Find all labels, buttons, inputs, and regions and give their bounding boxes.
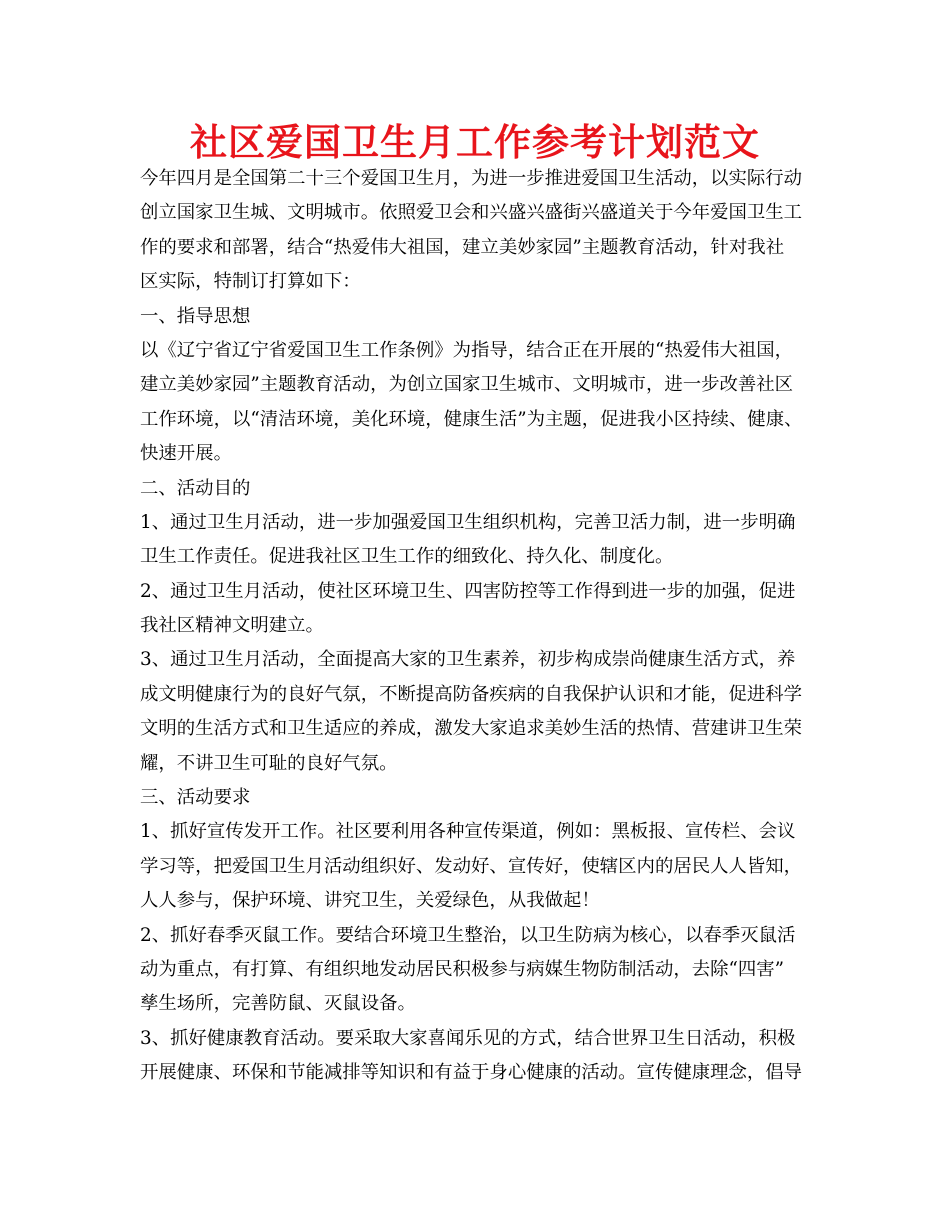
document-title: 社区爱国卫生月工作参考计划范文 xyxy=(190,121,760,164)
text-line: 2、通过卫生月活动，使社区环境卫生、四害防控等工作得到进一步的加强，促进 xyxy=(140,580,796,602)
text-line: 二、活动目的 xyxy=(140,477,251,499)
text-line: 工作环境，以“清洁环境，美化环境，健康生活”为主题，促进我小区持续、健康、 xyxy=(140,408,803,430)
text-line: 今年四月是全国第二十三个爱国卫生月，为进一步推进爱国卫生活动，以实际行动 xyxy=(140,168,803,189)
text-line: 人人参与，保护环境、讲究卫生，关爱绿色，从我做起！ xyxy=(140,890,600,912)
text-line: 学习等，把爱国卫生月活动组织好、发动好、宣传好，使辖区内的居民人人皆知， xyxy=(140,855,803,877)
text-line: 以《辽宁省辽宁省爱国卫生工作条例》为指导，结合正在开展的“热爱伟大祖国， xyxy=(140,339,794,361)
text-line: 创立国家卫生城、文明城市。依照爱卫会和兴盛兴盛街兴盛道关于今年爱国卫生工 xyxy=(140,202,803,224)
text-line: 一、指导思想 xyxy=(140,305,251,327)
text-line: 成文明健康行为的良好气氛，不断提高防备疾病的自我保护认识和才能，促进科学 xyxy=(140,683,803,705)
text-line: 耀，不讲卫生可耻的良好气氛。 xyxy=(140,752,398,774)
document-body xyxy=(140,162,830,1091)
text-line: 开展健康、环保和节能减排等知识和有益于身心健康的活动。宣传健康理念，倡导 xyxy=(140,1062,803,1084)
text-line: 文明的生活方式和卫生适应的养成，激发大家追求美妙生活的热情、营建讲卫生荣 xyxy=(140,718,803,740)
text-line: 1、抓好宣传发开工作。社区要利用各种宣传渠道，例如：黑板报、宣传栏、会议 xyxy=(140,821,796,843)
text-line: 作的要求和部署，结合“热爱伟大祖国，建立美妙家园”主题教育活动，针对我社 xyxy=(140,236,785,258)
text-line: 动为重点，有打算、有组织地发动居民积极参与病媒生物防制活动，去除“四害” xyxy=(140,958,785,980)
text-line: 2、抓好春季灭鼠工作。要结合环境卫生整治，以卫生防病为核心，以春季灭鼠活 xyxy=(140,924,796,946)
text-line: 1、通过卫生月活动，进一步加强爱国卫生组织机构，完善卫活力制，进一步明确 xyxy=(140,511,796,533)
text-line: 孳生场所，完善防鼠、灭鼠设备。 xyxy=(140,993,416,1015)
text-line: 三、活动要求 xyxy=(140,787,251,809)
text-line: 3、抓好健康教育活动。要采取大家喜闻乐见的方式，结合世界卫生日活动，积极 xyxy=(140,1027,796,1049)
text-line: 3、通过卫生月活动，全面提高大家的卫生素养，初步构成崇尚健康生活方式，养 xyxy=(140,649,796,671)
text-line: 区实际，特制订打算如下： xyxy=(140,271,361,293)
text-line: 快速开展。 xyxy=(140,443,232,465)
text-line: 我社区精神文明建立。 xyxy=(140,615,324,637)
text-line: 建立美妙家园”主题教育活动，为创立国家卫生城市、文明城市，进一步改善社区 xyxy=(140,374,794,396)
text-line: 卫生工作责任。促进我社区卫生工作的细致化、持久化、制度化。 xyxy=(140,546,674,568)
